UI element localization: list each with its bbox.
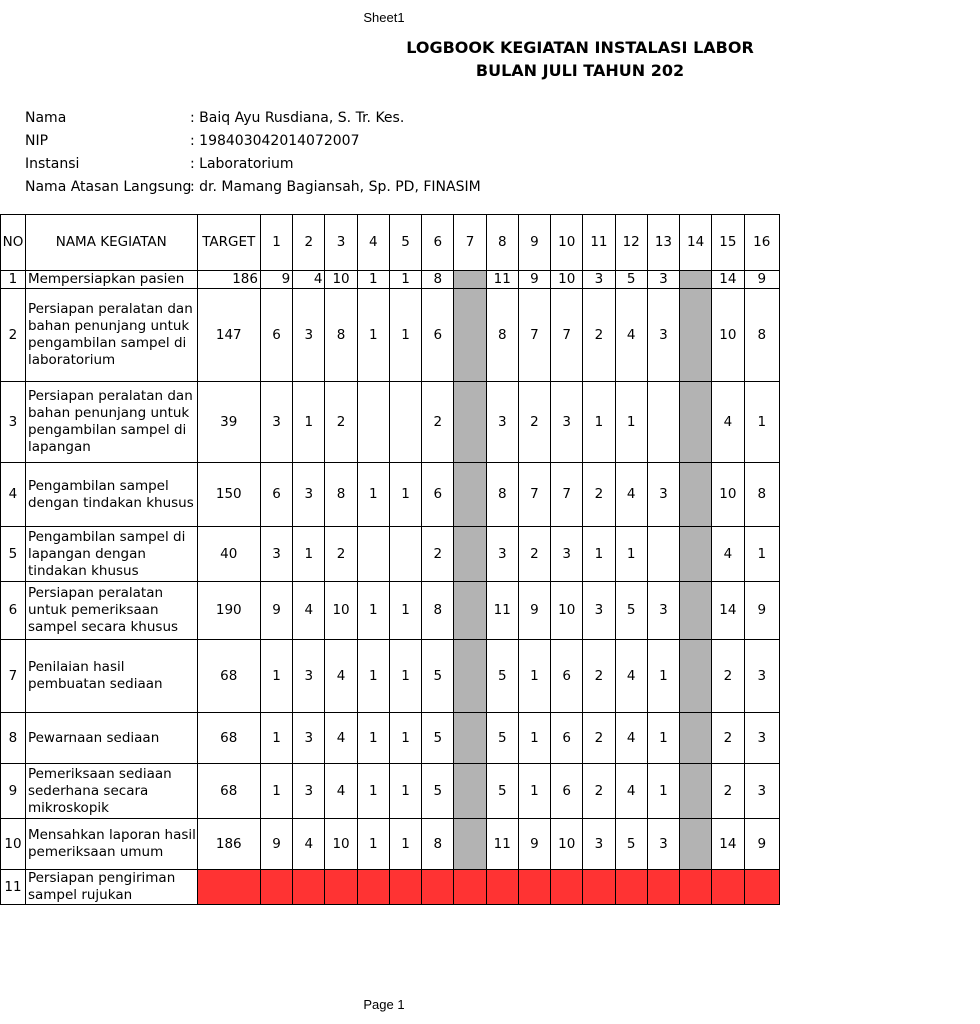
cell-day-13	[647, 870, 679, 905]
table-row	[1, 764, 780, 819]
cell-day-6: 5	[422, 640, 454, 713]
cell-day-15: 4	[712, 382, 744, 463]
cell-day-6: 8	[422, 819, 454, 870]
cell-day-8	[486, 870, 518, 905]
table-row	[1, 382, 780, 463]
cell-target: 68	[197, 713, 260, 764]
cell-no: 5	[1, 527, 26, 582]
cell-kegiatan: Pewarnaan sediaan	[25, 713, 197, 764]
header-day-4: 4	[357, 215, 389, 271]
info-value: : dr. Mamang Bagiansah, Sp. PD, FINASIM	[190, 179, 481, 195]
cell-day-16: 3	[744, 640, 780, 713]
header-no: NO	[1, 215, 26, 271]
cell-day-3: 8	[325, 289, 357, 382]
table-row	[1, 527, 780, 582]
cell-day-4: 1	[357, 463, 389, 527]
header-day-5: 5	[389, 215, 421, 271]
cell-day-5: 1	[389, 463, 421, 527]
cell-day-6: 5	[422, 713, 454, 764]
cell-day-13	[647, 382, 679, 463]
cell-kegiatan: Persiapan peralatan dan bahan penunjang untuk pengambilan sampel di laboratorium	[25, 289, 197, 382]
cell-kegiatan: Mensahkan laporan hasil pemeriksaan umum	[25, 819, 197, 870]
info-label: Nama	[25, 110, 67, 126]
cell-day-10: 10	[551, 271, 583, 289]
cell-day-5: 1	[389, 271, 421, 289]
cell-day-3: 10	[325, 271, 357, 289]
cell-day-4: 1	[357, 713, 389, 764]
cell-day-9: 9	[518, 271, 550, 289]
cell-target: 68	[197, 764, 260, 819]
cell-day-14	[680, 271, 712, 289]
cell-no: 9	[1, 764, 26, 819]
cell-day-4	[357, 382, 389, 463]
cell-day-2: 4	[293, 271, 325, 289]
document-subtitle: BULAN JULI TAHUN 202	[475, 61, 685, 80]
cell-day-14	[680, 289, 712, 382]
cell-day-16: 3	[744, 764, 780, 819]
info-row-atasan	[25, 179, 481, 195]
cell-day-8: 5	[486, 713, 518, 764]
header-day-2: 2	[293, 215, 325, 271]
cell-no: 8	[1, 713, 26, 764]
cell-kegiatan: Penilaian hasil pembuatan sediaan	[25, 640, 197, 713]
cell-day-8: 8	[486, 463, 518, 527]
cell-day-15: 10	[712, 463, 744, 527]
cell-day-15	[712, 870, 744, 905]
cell-day-2: 4	[293, 582, 325, 640]
cell-target: 68	[197, 640, 260, 713]
cell-day-1: 3	[260, 382, 292, 463]
cell-day-6: 6	[422, 463, 454, 527]
sheet-name: Sheet1	[363, 10, 405, 25]
header-day-10: 10	[551, 215, 583, 271]
cell-day-16: 3	[744, 713, 780, 764]
table-row	[1, 271, 780, 289]
cell-day-5: 1	[389, 764, 421, 819]
info-row-instansi	[25, 156, 294, 172]
cell-day-1: 3	[260, 527, 292, 582]
cell-day-14	[680, 870, 712, 905]
cell-day-12: 5	[615, 582, 647, 640]
cell-day-15: 10	[712, 289, 744, 382]
cell-day-10: 7	[551, 463, 583, 527]
info-value: : 198403042014072007	[190, 133, 360, 149]
cell-day-4	[357, 870, 389, 905]
cell-day-5	[389, 382, 421, 463]
cell-day-1: 1	[260, 640, 292, 713]
table-body	[1, 271, 780, 905]
cell-day-6: 8	[422, 582, 454, 640]
cell-day-2: 3	[293, 713, 325, 764]
cell-kegiatan: Pengambilan sampel di lapangan dengan tindakan khusus	[25, 527, 197, 582]
cell-day-5: 1	[389, 819, 421, 870]
cell-day-9: 1	[518, 713, 550, 764]
info-value: : Laboratorium	[190, 156, 294, 172]
table-row	[1, 640, 780, 713]
cell-day-14	[680, 582, 712, 640]
header-day-14: 14	[680, 215, 712, 271]
cell-day-8: 3	[486, 527, 518, 582]
header-day-8: 8	[486, 215, 518, 271]
info-row-nama	[25, 110, 404, 126]
cell-day-5: 1	[389, 640, 421, 713]
cell-day-14	[680, 764, 712, 819]
page-number: Page 1	[363, 997, 405, 1012]
cell-day-8: 5	[486, 764, 518, 819]
cell-day-7	[454, 527, 486, 582]
table-row	[1, 582, 780, 640]
cell-day-16: 1	[744, 382, 780, 463]
table-row	[1, 713, 780, 764]
cell-day-7	[454, 870, 486, 905]
cell-day-7	[454, 640, 486, 713]
cell-day-10: 3	[551, 527, 583, 582]
header-target: TARGET	[197, 215, 260, 271]
cell-day-15: 14	[712, 819, 744, 870]
header-day-7: 7	[454, 215, 486, 271]
cell-day-6: 6	[422, 289, 454, 382]
cell-no: 4	[1, 463, 26, 527]
cell-kegiatan: Persiapan pengiriman sampel rujukan	[25, 870, 197, 905]
cell-day-9: 1	[518, 640, 550, 713]
cell-kegiatan: Persiapan peralatan dan bahan penunjang untuk pengambilan sampel di lapangan	[25, 382, 197, 463]
cell-day-13: 3	[647, 819, 679, 870]
cell-day-15: 2	[712, 764, 744, 819]
cell-day-7	[454, 582, 486, 640]
cell-day-15: 2	[712, 640, 744, 713]
cell-day-16: 9	[744, 271, 780, 289]
info-label: NIP	[25, 133, 49, 149]
cell-day-3: 2	[325, 527, 357, 582]
table-row	[1, 819, 780, 870]
cell-day-8: 8	[486, 289, 518, 382]
cell-day-1: 1	[260, 764, 292, 819]
cell-day-14	[680, 382, 712, 463]
cell-day-14	[680, 640, 712, 713]
cell-day-3: 10	[325, 582, 357, 640]
cell-day-14	[680, 819, 712, 870]
cell-day-6: 2	[422, 382, 454, 463]
cell-target: 150	[197, 463, 260, 527]
cell-day-15: 14	[712, 582, 744, 640]
cell-no: 2	[1, 289, 26, 382]
cell-day-11: 2	[583, 713, 615, 764]
cell-day-2	[293, 870, 325, 905]
cell-target: 186	[197, 819, 260, 870]
cell-day-12: 1	[615, 382, 647, 463]
cell-day-16: 8	[744, 463, 780, 527]
cell-day-8: 5	[486, 640, 518, 713]
cell-day-13: 1	[647, 764, 679, 819]
header-day-3: 3	[325, 215, 357, 271]
cell-target	[197, 870, 260, 905]
cell-day-11	[583, 870, 615, 905]
header-day-6: 6	[422, 215, 454, 271]
cell-day-2: 1	[293, 382, 325, 463]
cell-target: 186	[197, 271, 260, 289]
cell-day-3	[325, 870, 357, 905]
cell-day-16: 8	[744, 289, 780, 382]
cell-day-5: 1	[389, 289, 421, 382]
cell-day-11: 2	[583, 764, 615, 819]
cell-day-3: 8	[325, 463, 357, 527]
header-day-13: 13	[647, 215, 679, 271]
cell-day-13: 3	[647, 582, 679, 640]
cell-day-10	[551, 870, 583, 905]
cell-day-7	[454, 764, 486, 819]
cell-kegiatan: Pemeriksaan sediaan sederhana secara mikroskopik	[25, 764, 197, 819]
cell-day-11: 1	[583, 527, 615, 582]
cell-day-12: 4	[615, 764, 647, 819]
cell-no: 1	[1, 271, 26, 289]
cell-day-1: 6	[260, 289, 292, 382]
cell-day-5: 1	[389, 582, 421, 640]
logbook-table	[0, 214, 780, 905]
cell-day-16: 1	[744, 527, 780, 582]
info-label: Instansi	[25, 156, 80, 172]
cell-day-2: 1	[293, 527, 325, 582]
table-row	[1, 463, 780, 527]
cell-day-5: 1	[389, 713, 421, 764]
cell-day-9: 7	[518, 463, 550, 527]
cell-day-6: 5	[422, 764, 454, 819]
cell-day-3: 4	[325, 713, 357, 764]
header-day-15: 15	[712, 215, 744, 271]
cell-day-9	[518, 870, 550, 905]
cell-day-3: 4	[325, 764, 357, 819]
cell-day-7	[454, 289, 486, 382]
document-title: LOGBOOK KEGIATAN INSTALASI LABOR	[406, 38, 754, 57]
cell-day-10: 6	[551, 764, 583, 819]
cell-day-6: 8	[422, 271, 454, 289]
cell-day-12: 4	[615, 640, 647, 713]
cell-day-13	[647, 527, 679, 582]
cell-day-8: 3	[486, 382, 518, 463]
cell-day-1: 9	[260, 819, 292, 870]
cell-day-13: 1	[647, 640, 679, 713]
cell-day-6: 2	[422, 527, 454, 582]
info-value: : Baiq Ayu Rusdiana, S. Tr. Kes.	[190, 110, 405, 126]
table-row	[1, 870, 780, 905]
cell-day-1: 9	[260, 582, 292, 640]
cell-day-8: 11	[486, 271, 518, 289]
cell-day-1	[260, 870, 292, 905]
table-row	[1, 289, 780, 382]
cell-day-4: 1	[357, 582, 389, 640]
cell-day-12: 4	[615, 289, 647, 382]
cell-day-15: 14	[712, 271, 744, 289]
cell-day-16	[744, 870, 780, 905]
cell-day-11: 3	[583, 271, 615, 289]
cell-day-5	[389, 527, 421, 582]
cell-day-6	[422, 870, 454, 905]
cell-no: 10	[1, 819, 26, 870]
info-label: Nama Atasan Langsung	[25, 179, 192, 195]
cell-day-10: 6	[551, 713, 583, 764]
cell-kegiatan: Persiapan peralatan untuk pemeriksaan sampel secara khusus	[25, 582, 197, 640]
cell-target: 40	[197, 527, 260, 582]
cell-day-14	[680, 527, 712, 582]
cell-day-14	[680, 713, 712, 764]
cell-day-2: 3	[293, 289, 325, 382]
cell-day-9: 9	[518, 819, 550, 870]
cell-day-9: 2	[518, 527, 550, 582]
table-header-row	[1, 215, 780, 271]
cell-day-4: 1	[357, 289, 389, 382]
cell-day-7	[454, 463, 486, 527]
cell-day-1: 9	[260, 271, 292, 289]
cell-day-7	[454, 271, 486, 289]
cell-day-12	[615, 870, 647, 905]
cell-target: 147	[197, 289, 260, 382]
header-kegiatan: NAMA KEGIATAN	[25, 215, 197, 271]
cell-day-3: 2	[325, 382, 357, 463]
cell-kegiatan: Pengambilan sampel dengan tindakan khusus	[25, 463, 197, 527]
cell-day-4	[357, 527, 389, 582]
cell-day-2: 4	[293, 819, 325, 870]
cell-day-13: 3	[647, 289, 679, 382]
cell-day-9: 2	[518, 382, 550, 463]
cell-day-2: 3	[293, 640, 325, 713]
cell-no: 11	[1, 870, 26, 905]
cell-day-12: 5	[615, 819, 647, 870]
cell-day-12: 4	[615, 463, 647, 527]
cell-no: 3	[1, 382, 26, 463]
cell-day-11: 3	[583, 582, 615, 640]
cell-day-10: 10	[551, 819, 583, 870]
cell-day-1: 1	[260, 713, 292, 764]
title-block	[0, 36, 754, 86]
cell-day-11: 2	[583, 289, 615, 382]
cell-day-12: 5	[615, 271, 647, 289]
cell-day-7	[454, 713, 486, 764]
cell-day-2: 3	[293, 764, 325, 819]
header-day-12: 12	[615, 215, 647, 271]
cell-day-4: 1	[357, 819, 389, 870]
cell-day-9: 1	[518, 764, 550, 819]
header-day-11: 11	[583, 215, 615, 271]
cell-day-10: 6	[551, 640, 583, 713]
cell-day-1: 6	[260, 463, 292, 527]
cell-day-10: 10	[551, 582, 583, 640]
cell-kegiatan: Mempersiapkan pasien	[25, 271, 197, 289]
cell-day-11: 2	[583, 463, 615, 527]
cell-day-16: 9	[744, 582, 780, 640]
cell-day-15: 4	[712, 527, 744, 582]
cell-no: 6	[1, 582, 26, 640]
cell-day-11: 3	[583, 819, 615, 870]
header-day-16: 16	[744, 215, 780, 271]
cell-day-3: 10	[325, 819, 357, 870]
cell-day-10: 7	[551, 289, 583, 382]
logbook-table-viewport	[0, 214, 771, 904]
cell-day-15: 2	[712, 713, 744, 764]
info-row-nip	[25, 133, 360, 149]
cell-day-4: 1	[357, 764, 389, 819]
cell-day-9: 7	[518, 289, 550, 382]
cell-no: 7	[1, 640, 26, 713]
cell-day-8: 11	[486, 819, 518, 870]
cell-day-4: 1	[357, 271, 389, 289]
cell-target: 39	[197, 382, 260, 463]
cell-day-13: 3	[647, 271, 679, 289]
cell-day-7	[454, 382, 486, 463]
cell-day-11: 1	[583, 382, 615, 463]
cell-day-8: 11	[486, 582, 518, 640]
cell-target: 190	[197, 582, 260, 640]
cell-day-13: 1	[647, 713, 679, 764]
cell-day-7	[454, 819, 486, 870]
cell-day-12: 1	[615, 527, 647, 582]
cell-day-16: 9	[744, 819, 780, 870]
cell-day-4: 1	[357, 640, 389, 713]
header-day-9: 9	[518, 215, 550, 271]
cell-day-5	[389, 870, 421, 905]
cell-day-14	[680, 463, 712, 527]
cell-day-13: 3	[647, 463, 679, 527]
cell-day-11: 2	[583, 640, 615, 713]
cell-day-12: 4	[615, 713, 647, 764]
cell-day-9: 9	[518, 582, 550, 640]
cell-day-10: 3	[551, 382, 583, 463]
header-day-1: 1	[260, 215, 292, 271]
cell-day-3: 4	[325, 640, 357, 713]
cell-day-2: 3	[293, 463, 325, 527]
